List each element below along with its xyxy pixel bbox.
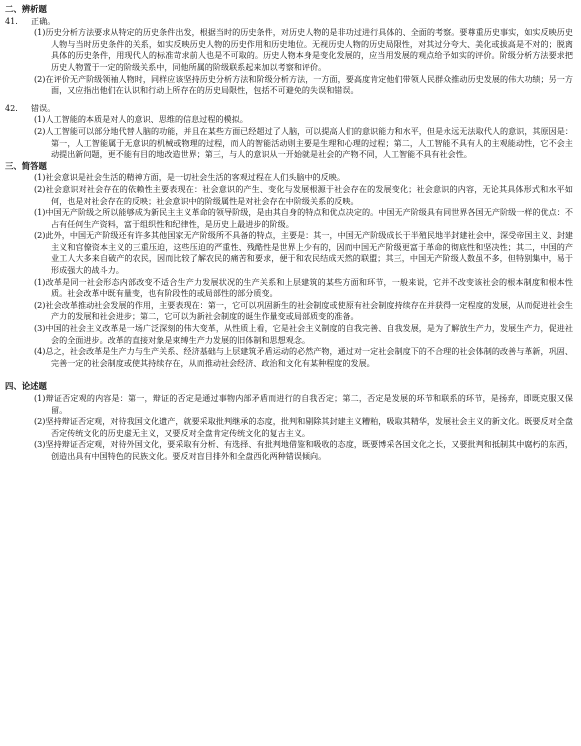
answer-paragraph: (3)中国的社会主义改革是一场广泛深刻的伟大变革，从性质上看，它是社会主义制度的自我完善、自我发展，是为了解放生产力，发展生产力，促进社会的全面进步。改革的直接对象是束缚生产力发展的旧体制和思想观念。	[34, 323, 573, 345]
answer-paragraph: (1)改革是同一社会形态内部改变不适合生产力发展状况的生产关系和上层建筑的某些方面和环节，一般来说，它并不改变该社会的根本制度和根本性质。社会改革中既有量变，也有阶段性的或局部性的部分质变。	[34, 276, 573, 299]
question-block	[5, 277, 573, 370]
answer-paragraph: (3)坚持辩证否定观，对待外国文化，要采取有分析、有选择、有批判地借鉴和吸收的态度，既要博采各国文化之长，又要批判和抵制其中腐朽的东西，创造出具有中国特色的民族文化。要反对盲目排外和全盘西化两种错误倾向。	[34, 439, 573, 461]
section-heading: 三、简答题	[5, 160, 47, 171]
question-number	[5, 277, 34, 289]
question-head	[5, 16, 573, 28]
question-number: 42.	[5, 102, 18, 113]
section-spacer	[5, 369, 573, 381]
answer-paragraph: (2)社会改革推动社会发展的作用，主要表现在：第一，它可以巩固新生的社会制度或使原有社会制度持续存在并获得一定程度的发展，从而促进社会生产力的发展和社会进步；第二，它可以为新社会制度的诞生作量变或局部质变的准备。	[34, 299, 573, 322]
answer-paragraph: (1)人工智能的本质是对人的意识、思维的信息过程的模拟。	[34, 114, 248, 125]
answer-paragraph: (1)辩证否定观的内容是：第一，辩证的否定是通过事物内部矛盾而进行的自我否定；第二，否定是发展的环节和联系的环节，是扬弃，即既克服又保留。	[34, 393, 573, 415]
answer-paragraph: (1)中国无产阶级之所以能够成为新民主主义革命的领导阶级，是由其自身的特点和优点决定的。中国无产阶级具有同世界各国无产阶级一样的优点：不占有任何生产资料，富于组织性和纪律性，是历史上最进步的阶级。	[34, 207, 573, 229]
answer-paragraph: (2)社会意识对社会存在的依赖性主要表现在：社会意识的产生、变化与发展根源于社会存在的发展变化；社会意识的内容，无论其具体形式和水平如何，也是对社会存在的反映；社会意识中的阶级属性是对社会存在中阶级关系的反映。	[34, 183, 573, 206]
question-block	[5, 393, 573, 463]
question-head	[5, 207, 573, 230]
question-number	[5, 207, 34, 219]
question-block	[5, 172, 573, 207]
question-block	[5, 103, 573, 161]
question-head	[5, 277, 573, 300]
answer-paragraph: (2)在评价无产阶级领袖人物时，同样应该坚持历史分析方法和阶级分析方法，一方面，要高度肯定他们带领人民群众推动历史发展的伟大功绩；另一方面，又应指出他们在认识和行动上所存在的历史局限性，包括不可避免的失误和错误。	[34, 73, 573, 96]
section-heading: 四、论述题	[5, 381, 47, 392]
question-head	[5, 393, 573, 416]
question-block	[5, 207, 573, 277]
question-head	[5, 103, 573, 115]
question-block	[5, 16, 573, 97]
answer-paragraph: (2)此外，中国无产阶级还有许多其他国家无产阶级所不具备的特点，主要是：其一，中国无产阶级成长于半殖民地半封建社会中，深受帝国主义、封建主义和官僚资本主义的三重压迫，这些压迫的严重性、残酷性是世界上少有的，因而中国无产阶级更富于革命的彻底性和坚决性；其二，中国的产业工人大多来自破产的农民，因而比较了解农民的痛苦和要求，便于和农民结成天然的联盟；其三，中国无产阶级人数虽不多，但特别集中，易于形成强大的战斗力。	[34, 230, 573, 276]
answer-paragraph: (2)坚持辩证否定观，对待我国文化遗产，就要采取批判继承的态度，批判和剔除其封建主义糟粕，吸取其精华，发展社会主义的新文化。既要反对全盘否定传统文化的历史虚无主义，又要反对全盘肯定传统文化的复古主义。	[34, 416, 573, 438]
answer-paragraph: (4)总之，社会改革是生产力与生产关系、经济基础与上层建筑矛盾运动的必然产物，通过对一定社会制度下的不合理的社会体制的改善与革新，巩固、完善一定的社会制度或使其持续存在，从而推动社会经济、政治和文化有某种程度的发展。	[34, 346, 573, 368]
question-number: 41.	[5, 15, 18, 26]
question-number	[5, 172, 34, 184]
question-verdict: 错误。	[31, 102, 56, 113]
answer-paragraph: (1)社会意识是社会生活的精神方面，是一切社会生活的客观过程在人们头脑中的反映。	[34, 172, 345, 183]
section-heading: 二、辨析题	[5, 4, 47, 14]
answer-paragraph: (2)人工智能可以部分地代替人脑的功能，并且在某些方面已经超过了人脑，可以提高人们的意识能力和水平，但是永远无法取代人的意识，其原因是：第一，人工智能属于无意识的机械或物理的过程，而人的智能活动则主要是生理和心理的过程；第二，人工智能不具有人的主观能动性，它不会主动提出新问题，更不能有目的地改造世界；第三，与人的意识从一开始就是社会的产物不同，人工智能不具有社会性。	[34, 125, 573, 160]
document-page	[5, 0, 573, 463]
question-verdict: 正确。	[31, 15, 56, 26]
question-number	[5, 393, 34, 405]
answer-paragraph: (1)历史分析方法要求从特定的历史条件出发，根据当时的历史条件，对历史人物的是非功过进行具体的、全面的考察。要尊重历史事实，如实反映历史人物与当时历史条件的关系，如实反映历史人物的历史作用和历史地位。无视历史人物的历史局限性，对其过分夸大、美化或拔高是不对的；脱离具体的历史条件，用现代人的标准苛求前人也是不可取的。历史人物本身是变化发展的，应当用发展的观点给予如实的评价。阶级分析方法要求把历史人物置于一定的阶级关系中，同他所属的阶级联系起来加以考察和评价。	[34, 27, 573, 72]
question-head	[5, 172, 573, 184]
